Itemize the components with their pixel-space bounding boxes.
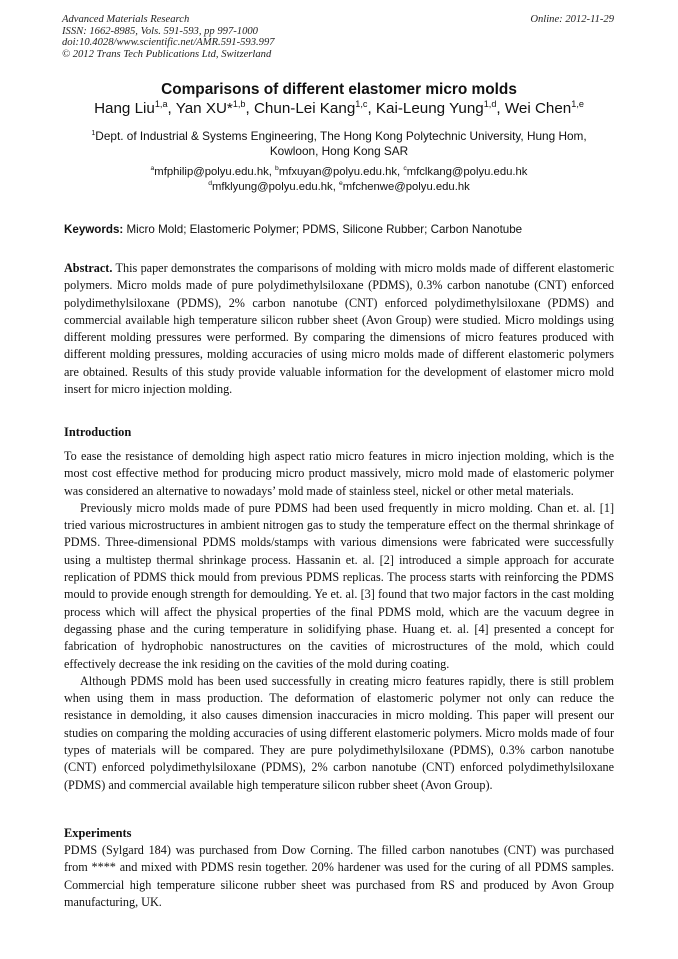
keywords bbox=[64, 223, 522, 236]
experiments-body bbox=[64, 842, 614, 911]
paper-title: Comparisons of different elastomer micro molds bbox=[161, 81, 517, 98]
section-heading-experiments: Experiments bbox=[64, 826, 132, 840]
email-link[interactable]: $^e$mfchenwe@polyu.edu.hk bbox=[339, 179, 470, 193]
journal-header bbox=[62, 14, 275, 60]
abstract-text: This paper demonstrates the comparisons of molding with micro molds made of different elastomeric polymers. Micro molds made of pure polydimethylsiloxane (PDMS), 0.3% carbon nanotube (CNT) enforced polydimethylsiloxane (PDMS), 2% carbon nanotube (CNT) enforced polydimethylsiloxane (PDMS) and commercial available high temperature silicon rubber sheet (Avon Group) were studied. Micro moldings using different molding pressures were performed. By comparing the dimensions of micro features produced with different molding pressures, molding accuracies of using micro molds made of different elastomeric polymers are obtained. Results of this study provide valuable information for the development of elastomer micro mold insert for micro injection molding. bbox=[64, 261, 614, 397]
abstract-label: Abstract. bbox=[64, 261, 113, 275]
author: Wei Chen$^{1,e}$ bbox=[504, 98, 584, 117]
paragraph: PDMS (Sylgard 184) was purchased from Dow Corning. The filled carbon nanotubes (CNT) was purchased from **** and mixed with PDMS resin together. 20% hardener was used for the curing of all PDMS samples. Commercial high temperature silicone rubber sheet was purchased from RS and produced by Avon Group manufacturing, UK. bbox=[64, 843, 614, 909]
email-link[interactable]: $^a$mfphilip@polyu.edu.hk bbox=[150, 165, 269, 178]
keywords-text: Micro Mold; Elastomeric Polymer; PDMS, Silicone Rubber; Carbon Nanotube bbox=[123, 223, 523, 236]
affiliation: $^1$Dept. of Industrial & Systems Engineering, The Hong Kong Polytechnic University, Hung Hom, Kowloon, Hong Kong SAR bbox=[91, 129, 587, 158]
section-heading-introduction: Introduction bbox=[64, 425, 132, 439]
author: Kai-Leung Yung$^{1,d}$, bbox=[375, 98, 505, 117]
keywords-label: Keywords: bbox=[64, 223, 124, 236]
paragraph: To ease the resistance of demolding high aspect ratio micro features in micro injection molding, which is the most cost effective method for producing micro product massively, micro mold made of elastomeric polymer was considered an alternative to nowadays’ mold made of stainless steel, nickel or other metal materials. bbox=[64, 449, 614, 498]
email-link[interactable]: $^d$mfklyung@polyu.edu.hk bbox=[208, 179, 333, 193]
paragraph: Previously micro molds made of pure PDMS had been used frequently in micro molding. Chan et. al. [1] tried various microstructures in ambient nitrogen gas to study the temperature effect on the thermal shrinkage of PDMS. Three-dimensional PDMS molds/stamps with various dimensions were fabricated were successfully using a multistep thermal shrinkage process. Hassanin et. al. [2] introduced a simple approach for accurate replication of PDMS thick mould from previous PDMS replicas. The process starts with reinforcing the PDMS mould to provide enough strength for demoulding. Ye et. al. [3] found that two major factors in the cast molding process which will affect the physical properties of the final PDMS mold, which are the vacuum degree in degassing phase and the curing temperature in solidifying phase. Huang et. al. [4] presented a concept for fabrication of hydrophobic nanostructures on the cavities of microstructures of the mold, which could effectively decrease the ink residing on the cavities of the mold during coating. bbox=[64, 500, 614, 671]
copyright-line: © 2012 Trans Tech Publications Ltd, Switzerland bbox=[62, 48, 272, 60]
introduction-body bbox=[64, 448, 614, 794]
author: Yan XU*$^{1,b}$, bbox=[175, 98, 254, 117]
paragraph: Although PDMS mold has been used successfully in creating micro features rapidly, there is still problem when using them in mass production. The deformation of elastomeric polymer not only can reduce the resistance in demolding, it also causes dimension inaccuracies in micro molding. This paper will present our studies on comparing the molding accuracies of using different elastomeric polymers. Micro molds made of four types of materials will be compared. They are pure polydimethylsiloxane (PDMS), 0.3% carbon nanotube (CNT) enforced polydimethylsiloxane (PDMS), 2% carbon nanotube (CNT) enforced polydimethylsiloxane (PDMS) and commercial available high temperature silicon rubber sheet (Avon Group). bbox=[64, 673, 614, 792]
author-emails: $^a$mfphilip@polyu.edu.hk, $^b$mfxuyan@polyu.edu.hk, $^c$mfclkang@polyu.edu.hk $^d$mfklyung@polyu.edu.hk, $^e$mfchenwe@polyu.edu.hk bbox=[150, 165, 528, 193]
email-link[interactable]: $^c$mfclkang@polyu.edu.hk bbox=[403, 165, 528, 178]
author: Chun-Lei Kang$^{1,c}$, bbox=[253, 98, 376, 117]
abstract bbox=[64, 260, 614, 398]
online-date: Online: 2012-11-29 bbox=[530, 14, 614, 25]
author: Hang Liu$^{1,a}$, bbox=[94, 98, 176, 117]
doi-line: doi:10.4028/www.scientific.net/AMR.591-593.997 bbox=[62, 37, 275, 49]
email-link[interactable]: $^b$mfxuyan@polyu.edu.hk bbox=[275, 165, 398, 178]
issn-line: ISSN: 1662-8985, Vols. 591-593, pp 997-1000 bbox=[62, 25, 258, 37]
author-list bbox=[0, 100, 678, 117]
journal-name: Advanced Materials Research bbox=[62, 14, 190, 25]
